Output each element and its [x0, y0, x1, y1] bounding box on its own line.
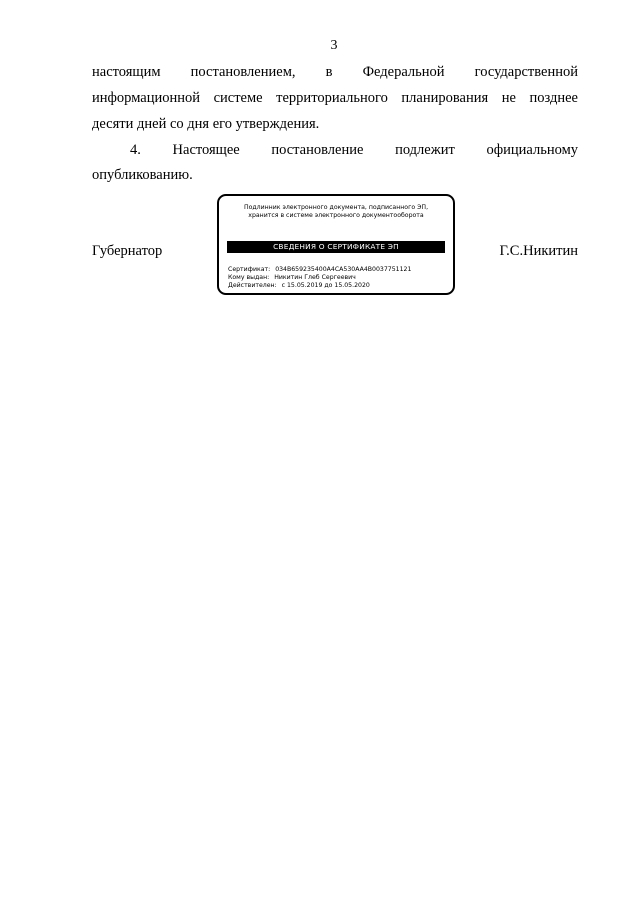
paragraph-2-line-1	[92, 142, 578, 159]
word: настоящим	[92, 64, 161, 80]
paragraph-2-line-2: опубликованию.	[92, 167, 193, 183]
word: системе	[213, 90, 263, 106]
word: не	[501, 90, 516, 106]
validity-value: с 15.05.2019 до 15.05.2020	[281, 282, 370, 289]
word: информационной	[92, 90, 201, 106]
word: планирования	[401, 90, 489, 106]
word: государственной	[474, 64, 578, 80]
paragraph-number: 4.	[130, 142, 141, 158]
stamp-intro-line: Подлинник электронного документа, подписанного ЭП,	[243, 204, 429, 211]
paragraph-1-line-3: десяти дней со дня его утверждения.	[92, 116, 320, 132]
paragraph-1-line-1	[92, 64, 578, 81]
word: Федеральной	[362, 64, 445, 80]
issued-to-value: Никитин Глеб Сергеевич	[274, 274, 356, 281]
validity-label: Действителен:	[228, 282, 277, 289]
word: постановление	[271, 142, 364, 158]
word: в	[325, 64, 333, 80]
word: подлежит	[395, 142, 455, 158]
word: Настоящее	[172, 142, 240, 158]
stamp-details	[228, 266, 411, 290]
stamp-intro	[219, 204, 453, 220]
stamp-intro-line: хранится в системе электронного документооборота	[248, 212, 424, 219]
signer-name: Г.С.Никитин	[499, 243, 578, 259]
certificate-row	[228, 266, 411, 274]
issued-to-label: Кому выдан:	[228, 274, 270, 281]
electronic-signature-stamp	[217, 194, 455, 295]
word: территориального	[276, 90, 388, 106]
issued-to-row	[228, 274, 411, 282]
signer-title: Губернатор	[92, 243, 163, 259]
word: позднее	[529, 90, 578, 106]
paragraph-1-line-2	[92, 90, 578, 107]
validity-row	[228, 282, 411, 290]
word: постановлением,	[190, 64, 296, 80]
certificate-label: Сертификат:	[228, 266, 271, 273]
page-number: 3	[330, 38, 338, 53]
word: официальному	[486, 142, 578, 158]
certificate-value: 034B659235400A4CA530AA4B0037751121	[275, 266, 412, 273]
stamp-header: СВЕДЕНИЯ О СЕРТИФИКАТЕ ЭП	[227, 241, 445, 253]
